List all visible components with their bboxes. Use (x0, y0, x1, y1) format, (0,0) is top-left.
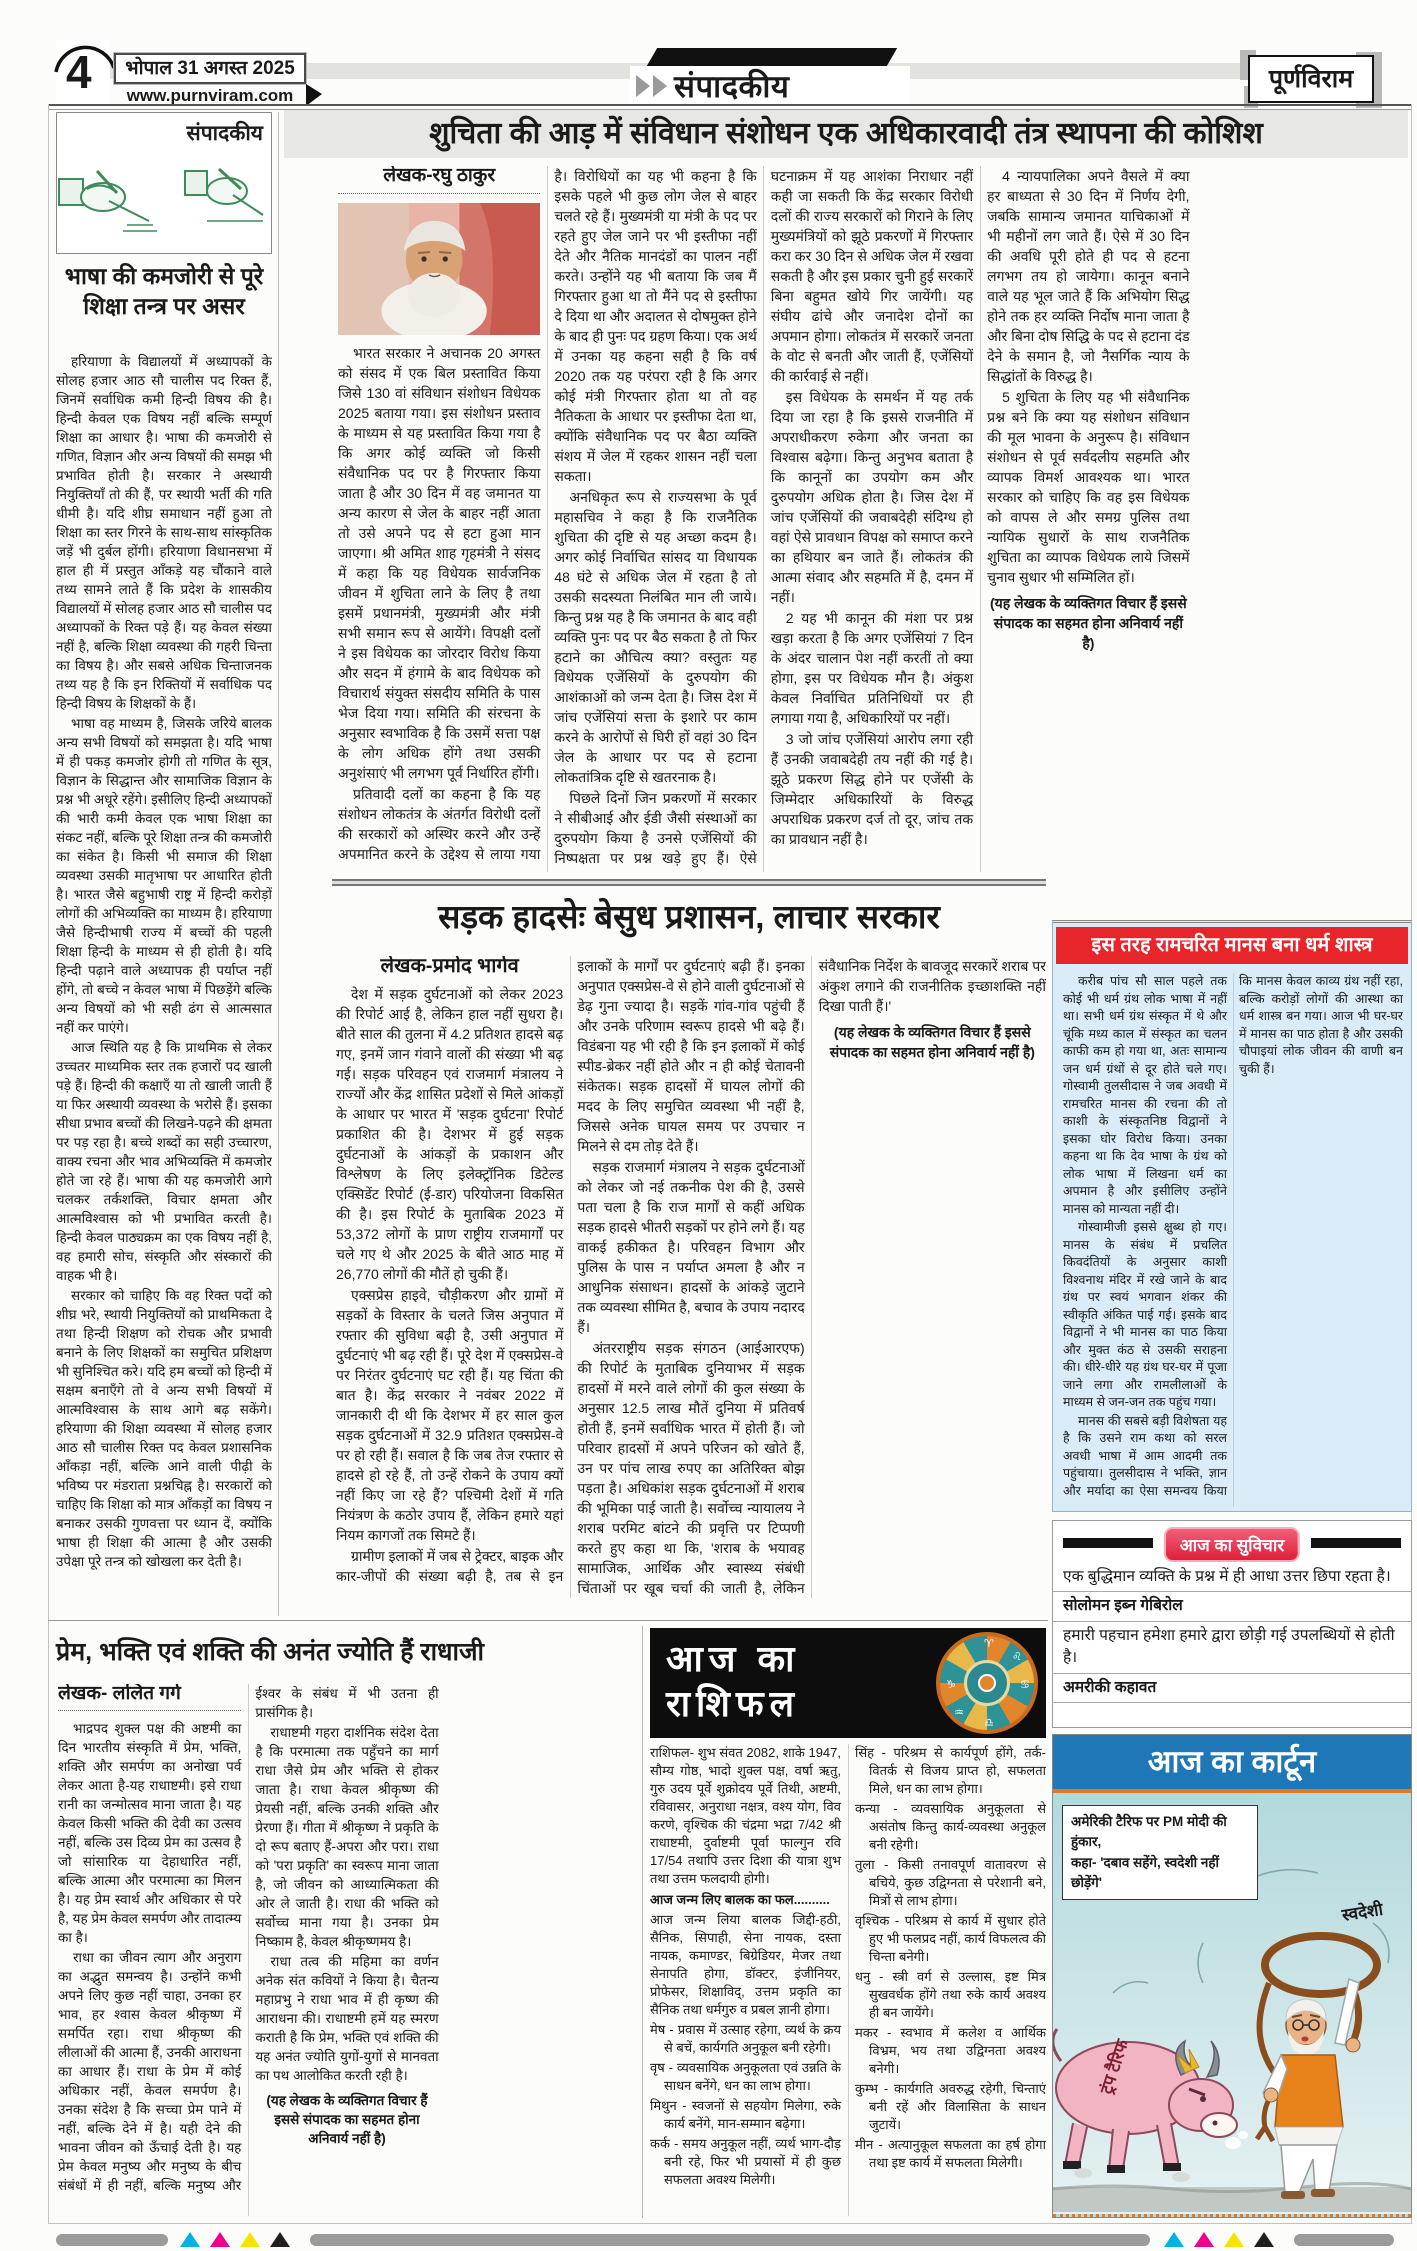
radha-disclaimer: (यह लेखक के व्यक्तिगत विचार हैं इससे संपादक का सहमत होना अनिवार्य नहीं है) (266, 2093, 428, 2146)
column-divider (642, 1626, 643, 2218)
suvichar-box (1052, 1520, 1412, 1728)
registration-bar (1294, 2234, 1394, 2246)
section-separator (332, 879, 1046, 886)
registration-mark-magenta (1194, 2232, 1214, 2247)
cartoon-title: आज का कार्टून (1053, 1735, 1411, 1793)
rashifal-body (650, 1744, 1046, 2216)
zodiac-glyph: ♒ (954, 1707, 964, 1719)
registration-mark-black (1254, 2232, 1274, 2247)
author-photo (338, 203, 540, 335)
suvichar-header (1053, 1521, 1411, 1563)
manas-body: करीब पांच सौ साल पहले तक कोई भी धर्म ग्रंथ लोक भाषा में नहीं था। सभी धर्म ग्रंथ संस्कृत में थे और चूंकि मध्य काल में संस्कृत का चलन काफी कम हो गया था, अतः सामान्य जन धर्म ग्रंथों से दूर होते चले गए। गोस्वामी तुलसीदास ने जब अवधी में रामचरित मानस की रचना की तो काशी के संस्कृतनिष्ठ विद्वानों ने इसका घोर विरोध किया। उनका कहना था कि देव भाषा के ग्रंथ को लोक भाषा में लिखना धर्म का अपमान है और इसीलिए उन्होंने मानस को मान्यता नहीं दी। गोस्वामीजी इससे क्षुब्ध हो गए। मानस के संबंध में प्रचलित किवदंतियों के अनुसार काशी विश्वनाथ मंदिर में रखे जाने के बाद ग्रंथ पर स्वयं भगवान शंकर की स्वीकृति अंकित पाई गई। इसके बाद विद्वानों ने भी मानस का पाठ किया और मुक्त कंठ से उसकी सराहना की। धीरे-धीरे यह ग्रंथ घर-घर में पूजा जाने लगा और रामलीलाओं के माध्यम से जन-जन तक पहुंच गया। मानस की सबसे बड़ी विशेषता यह है कि उसने राम कथा को सरल अवधी भाषा में आम आदमी तक पहुंचाया। तुलसीदास ने भक्ति, ज्ञान और मर्यादा का ऐसा समन्वय किया कि मानस केवल काव्य ग्रंथ नहीं रहा, बल्कि करोड़ों लोगों की आस्था का धर्म शास्त्र बन गया। आज भी घर-घर में मानस का पाठ होता है और उसकी चौपाइयां लोक जीवन की वाणी बन चुकी हैं। (1063, 974, 1403, 1498)
rashifal-title: आज का राशिफल (666, 1638, 801, 1724)
masthead-title: पूर्णविराम (1248, 55, 1374, 103)
zodiac-glyph: ♋ (1020, 1679, 1030, 1691)
radha-byline: लेखक- ललित गर्ग (58, 1684, 241, 1711)
registration-mark-magenta (210, 2232, 230, 2247)
section-rule (48, 1620, 1048, 1621)
cartoon-bull (1053, 2029, 1248, 2182)
lasso-loop (1265, 1936, 1377, 1994)
road-article (336, 956, 1046, 1598)
cartoon-canvas (1053, 1793, 1411, 2217)
date-box: भोपाल 31 अगस्त 2025 (114, 53, 306, 84)
radha-headline: प्रेम, भक्ति एवं शक्ति की अनंत ज्योति हैं राधाजी (56, 1638, 484, 1666)
zodiac-glyph: ♈ (984, 1638, 994, 1650)
road-body: देश में सड़क दुर्घटनाओं को लेकर 2023 की रिपोर्ट आई है, लेकिन हाल नहीं सुधरा है। बीते साल की तुलना में 4.2 प्रतिशत हादसे बढ़ गए, इनमें जान गंवाने वालों की संख्या भी बढ़ गई। सड़क परिवहन एवं राजमार्ग मंत्रालय ने राज्यों और केंद्र शासित प्रदेशों से मिले आंकड़ों के आधार पर भारत में 'सड़क दुर्घटना' रिपोर्ट प्रकाशित की है। देशभर में हुई सड़क दुर्घटनाओं के आंकड़ों के प्रकाशन और विश्लेषण के लिए इलेक्ट्रॉनिक डिटेल्ड एक्सिडेंट रिपोर्ट (ई-डार) परियोजना विकसित की है। इस रिपोर्ट के मुताबिक 2023 में 53,372 लोगों के प्राण राष्ट्रीय राजमार्गों पर चले गए थे और 2025 के बीते आठ माह में 26,770 लोगों की मौतें हो चुकी हैं। एक्सप्रेस हाइवे, चौड़ीकरण और ग्रामों में सड़कों के विस्तार के चलते जिस अनुपात में रफ्तार की सुविधा बढ़ी है, उसी अनुपात में दुर्घटनाएं भी बढ़ रही हैं। पूरे देश में एक्सप्रेस-वे पर निरंतर दुर्घटनाएं घट रही हैं। यह चिंता की बात है। केंद्र सरकार ने नवंबर 2022 में जानकारी दी थी कि देशभर में हर साल कुल सड़क दुर्घटनाओं में 32.9 प्रतिशत एक्सप्रेस-वे पर हो रही हैं। सवाल है कि जब तेज रफ्तार से हादसे हो रहे हैं, तो उन्हें रोकने के उपाय क्यों नहीं किए जा रहे हैं? पश्चिमी देशों में गति नियंत्रण के कठोर उपाय हैं, लेकिन हमारे यहां नियम कागजों तक सिमटे हैं। ग्रामीण इलाकों में जब से ट्रेक्टर, बाइक और कार-जीपों की संख्या बढ़ी है, तब से इन इलाकों के मार्गों पर दुर्घटनाएं बढ़ी हैं। इनका अनुपात एक्सप्रेस-वे से होने वाली दुर्घटनाओं से डेढ़ गुना ज्यादा है। सड़कें गांव-गांव पहुंची हैं और उनके परिणाम स्वरूप हादसे भी बढ़े हैं। विडंबना यह भी रही है कि इन इलाकों में कोई स्पीड-ब्रेकर नहीं होते और न ही कोई चेतावनी संकेतक। सड़क हादसों में घायल लोगों की मदद के लिए समुचित व्यवस्था भी नहीं है, जिससे अनेक घायल समय पर उपचार न मिलने से दम तोड़ देते हैं। सड़क राजमार्ग मंत्रालय ने सड़क दुर्घटनाओं को लेकर जो नई तकनीक पेश की है, उससे पता चला है कि राज मार्गों से कहीं अधिक सड़क हादसे भीतरी सड़कों पर होने लगे हैं। यह वाकई हकीकत है। परिवहन विभाग और पुलिस के पास न पर्याप्त अमला है और न आधुनिक संसाधन। हादसों के आंकड़े जुटाने तक व्यवस्था सीमित है, बचाव के उपाय नदारद हैं। अंतरराष्ट्रीय सड़क संगठन (आईआरएफ) की रिपोर्ट के मुताबिक दुनियाभर में सड़क हादसों में मरने वाले लोगों की कुल संख्या के अनुसार 12.5 लाख मौतें दुनिया में प्रतिवर्ष होती हैं, इनमें सर्वाधिक भारत में होती हैं। जो परिवार हादसों में अपने परिजन को खोते हैं, उन पर पांच लाख रुपए का अतिरिक्त बोझ पड़ता है। अधिकांश सड़क दुर्घटनाओं में शराब की भूमिका पाई जाती है। सर्वोच्च न्यायालय ने शराब परमिट बांटने की प्रवृत्ति पर टिप्पणी करते हुए कहा था कि, 'शराब के भयावह सामाजिक, आर्थिक और स्वास्थ्य संबंधी चिंताओं पर खूब चर्चा की जाती है, लेकिन संवैधानिक निर्देश के बावजूद सरकारें शराब पर अंकुश लगाने की राजनीतिक इच्छाशक्ति नहीं दिखा पाती हैं।' (336, 958, 1046, 1596)
chevron-right-icon (653, 75, 667, 97)
editorial-label: संपादकीय (186, 122, 263, 145)
website-url: www.purnviram.com (126, 86, 294, 105)
editorial-body: हरियाणा के विद्यालयों में अध्यापकों के सोलह हजार आठ सौ चालीस पद रिक्त हैं, जिनमें सर्वाधिक कमी हिन्दी विषय की है। हिन्दी केवल एक विषय नहीं बल्कि सम्पूर्ण शिक्षा का आधार है। भाषा की कमजोरी से गणित, विज्ञान और अन्य विषयों की समझ भी प्रभावित होती है। सरकार ने अस्थायी नियुक्तियाँ तो की हैं, पर स्थायी भर्ती की गति धीमी है। यदि शीघ्र समाधान नहीं हुआ तो शिक्षा का स्तर गिरने के साथ-साथ सांस्कृतिक जड़ें भी दुर्बल होंगी। हरियाणा विधानसभा में हाल ही में प्रस्तुत आँकड़े यह चौंकाने वाले तथ्य सामने लाते हैं कि प्रदेश के शासकीय विद्यालयों में सोलह हजार आठ सौ चालीस पद अध्यापकों के रिक्त पड़े हैं। यह केवल संख्या नहीं है, बल्कि शिक्षा व्यवस्था की गहरी चिन्ता का विषय है। और सबसे अधिक चिन्ताजनक तथ्य यह है कि इन रिक्तियों में सर्वाधिक पद हिन्दी विषय के शिक्षकों के हैं। भाषा वह माध्यम है, जिसके जरिये बालक अन्य सभी विषयों को समझता है। यदि भाषा में ही पकड़ कमजोर होगी तो गणित के सूत्र, विज्ञान के सिद्धान्त और सामाजिक विज्ञान के प्रश्न भी अधूरे रहेंगे। इसीलिए हिन्दी अध्यापकों की भारी कमी केवल एक भाषा शिक्षा का संकट नहीं, बल्कि पूरे शिक्षा तन्त्र की कमजोरी का संकेत है। किसी भी समाज की शिक्षा व्यवस्था उसकी मातृभाषा पर आधारित होती है। भारत जैसे बहुभाषी राष्ट्र में हिन्दी करोड़ों लोगों की अभिव्यक्ति का माध्यम है। हरियाणा जैसे हिन्दीभाषी राज्य में बच्चों की पहली शिक्षा हिन्दी के माध्यम से ही होती है। यदि हिन्दी पढ़ाने वाले अध्यापक ही पर्याप्त नहीं होंगे, तो बच्चे न केवल भाषा में पिछड़ेंगे बल्कि अन्य विषयों को भी सही ढंग से आत्मसात नहीं कर पाएंगे। आज स्थिति यह है कि प्राथमिक से लेकर उच्चतर माध्यमिक स्तर तक हजारों पद खाली पड़े हैं। हिन्दी की कक्षाएँ या तो खाली जाती हैं या फिर अस्थायी व्यवस्था के भरोसे हैं। इसका सीधा प्रभाव बच्चों की लिखने-पढ़ने की क्षमता पर पड़ रहा है। बच्चे शब्दों का सही उच्चारण, वाक्य रचना और भाव अभिव्यक्ति में कमजोर होते जा रहे हैं। भाषा की यह कमजोरी आगे चलकर तर्कशक्ति, विचार क्षमता और आत्मविश्वास को भी प्रभावित करती है। हिन्दी केवल पाठ्यक्रम का एक विषय नहीं है, वह हमारी सोच, संस्कृति और संस्कारों की वाहक भी है। सरकार को चाहिए कि वह रिक्त पदों को शीघ्र भरे, स्थायी नियुक्तियों को प्राथमिकता दे तथा हिन्दी शिक्षण को रोचक और प्रभावी बनाने के लिए शिक्षकों का समुचित प्रशिक्षण भी सुनिश्चित करे। यदि हम बच्चों को हिन्दी में सक्षम बनाएँगे तो वे अन्य सभी विषयों में आत्मविश्वास के साथ आगे बढ़ सकेंगे। हरियाणा की शिक्षा व्यवस्था में सोलह हजार आठ सौ चालीस रिक्त पद केवल प्रशासनिक आँकड़ा नहीं, बल्कि आने वाली पीढ़ी के भविष्य पर मंडराता प्रश्नचिह्न है। सरकारों को चाहिए कि शिक्षा को मात्र आँकड़ों का विषय न बनाकर उसकी गुणवत्ता पर ध्यान दें, क्योंकि भाषा ही शिक्षा की आत्मा है और उसकी उपेक्षा पूरे तन्त्र को खोखला कर देती है। (56, 354, 272, 1569)
zodiac-wheel (936, 1632, 1038, 1734)
writing-hands-icon (57, 141, 271, 251)
manas-article-box (1052, 920, 1412, 1512)
lead-disclaimer: (यह लेखक के व्यक्तिगत विचार हैं इससे संपादक का सहमत होना अनिवार्य नहीं है) (989, 595, 1187, 651)
balak-heading: आज जन्म लिए बालक का फल.......... (650, 1892, 830, 1907)
header-bar (1311, 1538, 1401, 1548)
rope-label: स्वदेशी (1340, 1899, 1385, 1925)
registration-mark-cyan (1164, 2232, 1184, 2247)
zodiac-glyph: ♎ (984, 1717, 994, 1729)
road-byline: लेखक-प्रमोद भार्गव (380, 956, 519, 977)
editorial-headline: भाषा की कमजोरी से पूरे शिक्षा तन्त्र पर असर (64, 263, 264, 319)
radha-article (58, 1684, 636, 2216)
radha-body: भाद्रपद शुक्ल पक्ष की अष्टमी का दिन भारतीय संस्कृति में प्रेम, भक्ति, शक्ति और समर्पण का अनोखा पर्व लेकर आता है-यह राधाष्टमी। इसे राधा रानी का जन्मोत्सव माना जाता है। यह केवल किसी भक्ति की देवी का उत्सव नहीं, बल्कि उस दिव्य प्रेम का उत्सव है जो सांसारिक या देहाधारित नहीं, बल्कि आत्मा और परमात्मा का मिलन है। यह प्रेम स्वार्थ और अधिकार से परे है, यह प्रेम केवल समर्पण और तादात्म्य का है। राधा का जीवन त्याग और अनुराग का अद्भुत समन्वय है। उन्होंने कभी अपने लिए कुछ नहीं चाहा, उनका हर भाव, हर श्वास केवल श्रीकृष्ण में समर्पित रहा। राधा श्रीकृष्ण की लीलाओं की आत्मा हैं, उनकी आराधना का आधार हैं। राधा के प्रेम में कोई अधिकार नहीं, केवल समर्पण है। उनका संदेश है कि सच्चा प्रेम पाने में नहीं, बल्कि देने में है। यही देने की भावना जीवन को ऊँचाई देती है। यह प्रेम केवल मनुष्य और मनुष्य के बीच संबंधों में ही नहीं, बल्कि मनुष्य और ईश्वर के संबंध में भी उतना ही प्रासंगिक है। राधाष्टमी गहरा दार्शनिक संदेश देता है कि परमात्मा तक पहुँचने का मार्ग राधा जैसे प्रेम और भक्ति से होकर जाता है। राधा केवल श्रीकृष्ण की प्रेयसी नहीं, बल्कि उनकी शक्ति और प्रेरणा हैं। गीता में श्रीकृष्ण ने प्रकृति के दो रूप बताए हैं-अपरा और परा। राधा को 'परा प्रकृति' का स्वरूप माना जाता है, जो जीवन को आध्यात्मिकता की ओर ले जाती है। राधा की भक्ति को सर्वोच्च माना गया है। उनका प्रेम निष्काम है, केवल श्रीकृष्णमय है। राधा तत्व की महिमा का वर्णन अनेक संत कवियों ने किया है। चैतन्य महाप्रभु ने राधा भाव में ही कृष्ण की आराधना की। राधाष्टमी हमें यह स्मरण कराती है कि प्रेम, भक्ति एवं शक्ति की यह अनंत ज्योति युगों-युगों से मानवता का पथ आलोकित करती रही है। (58, 1686, 439, 2193)
column-divider (278, 112, 279, 1616)
cartoon-modi (1263, 1979, 1360, 2199)
section-banner-bar (647, 48, 897, 66)
quote-text: एक बुद्धिमान व्यक्ति के प्रश्न में ही आधा उत्तर छिपा रहता है। (1053, 1563, 1411, 1592)
quote-text: हमारी पहचान हमेशा हमारे द्वारा छोड़ी गई उपलब्धियों से होती है। (1053, 1622, 1411, 1674)
zodiac-glyph: ♌ (1012, 1651, 1022, 1663)
zodiac-wheel-center (978, 1674, 996, 1692)
quote-author: सोलोमन इब्न गेबिरोल (1053, 1592, 1411, 1621)
section-banner (630, 66, 910, 106)
rashifal-entries: मेष - प्रवास में उत्साह रहेगा, व्यर्थ के क्रय से बचें, कार्यगति अनुकूल बनी रहेगी। वृष - व्यवसायिक अनुकूलता एवं उन्नति के साधन बनेंगे, धन का लाभ होगा। मिथुन - स्वजनों से सहयोग मिलेगा, रुके कार्य बनेंगे, मान-सम्मान बढ़ेगा। कर्क - समय अनुकूल नहीं, व्यर्थ भाग-दौड़ बनी रहे, फिर भी प्रयासों में ही कुछ सफलता अवश्य मिलेगी। सिंह - परिश्रम से कार्यपूर्ण होंगे, तर्क-वितर्क से विजय प्राप्त हो, सफलता मिले, धन का लाभ होगा। कन्या - व्यवसायिक अनुकूलता से असंतोष किन्तु कार्य-व्यवस्था अनुकूल बनी रहेगी। तुला - किसी तनावपूर्ण वातावरण से बचिये, कुछ उद्विग्नता से परेशानी बने, मित्रों से लाभ होगा। वृश्चिक - परिश्रम से कार्य में सुधार होते हुए भी फलप्रद नहीं, कार्य विफलत्व की चिन्ता बनेगी। धनु - स्त्री वर्ग से उल्लास, इष्ट मित्र सुखवर्धक होंगे तथा रुके कार्य अवश्य ही बन जायेंगे। मकर - स्वभाव में कलेश व आर्थिक विभ्रम, भय तथा उद्विग्नता अवश्य बनेगी। कुम्भ - कार्यगति अवरुद्ध रहेगी, चिन्ताएं बनी रहें और विलासिता के साधन जुटायें। मीन - अत्यानुकूल सफलता का हर्ष होगा तथा इष्ट कार्य में सफलता मिलेगी। (650, 1745, 1046, 2187)
chevron-right-icon (636, 75, 650, 97)
header-bar (1063, 1538, 1153, 1548)
suvichar-title: आज का सुविचार (1164, 1527, 1300, 1562)
cartoon-caption: अमेरिकी टैरिफ पर PM मोदी की हुंकार, कहा- 'दबाव सहेंगे, स्वदेशी नहीं छोड़ेंगे' (1062, 1805, 1258, 1900)
editorial-illustration-box (56, 112, 272, 254)
bull-label: ट्रंप टैरिफ (1096, 2037, 1133, 2097)
road-headline: सड़क हादसेः बेसुध प्रशासन, लाचार सरकार (438, 898, 940, 935)
lead-body: भारत सरकार ने अचानक 20 अगस्त को संसद में एक बिल प्रस्तावित किया जिसे 130 वां संविधान संशोधन विधेयक 2025 बताया गया। इस संशोधन प्रस्ताव के माध्यम से यह प्रस्तावित किया गया है कि अगर कोई व्यक्ति जो किसी संवैधानिक पद पर है गिरफ्तार किया जाता है और 30 दिन में वह जमानत या अन्य कारण से जेल के बाहर नहीं आता तो उसे अपने पद से हटा हुआ मान जाएगा। श्री अमित शाह गृहमंत्री ने संसद में कहा कि यह विधेयक सार्वजनिक जीवन में शुचिता लाने के लिए है तथा इसमें प्रधानमंत्री, मुख्यमंत्री और मंत्री सभी समान रूप से आयेंगे। विपक्षी दलों ने इस विधेयक का जोरदार विरोध किया और सदन में हंगामे के बाद विधेयक को विचारार्थ संयुक्त संसदीय समिति के पास भेज दिया गया। समिति की संरचना के अनुसार स्वभाविक है कि उसमें सत्ता पक्ष के लोग अधिक होंगे तथा उसकी अनुशंसाएं भी लगभग पूर्व निर्धारित होंगी। प्रतिवादी दलों का कहना है कि यह संशोधन लोकतंत्र के अंतर्गत विरोधी दलों की सरकारों को अस्थिर करने और उन्हें अपमानित करने के उद्देश्य से लाया गया है। विरोधियों का यह भी कहना है कि इसके पहले भी कुछ लोग जेल से बाहर चलते रहे हैं। मुख्यमंत्री या मंत्री के पद पर रहते हुए जेल जाने पर भी इस्तीफा नहीं देते और नैतिक मानदंडों का पालन नहीं करते। उन्होंने यह भी बताया कि जब मैं गिरफ्तार हुआ था तो मैंने पद से इस्तीफा दे दिया था और अदालत से दोषमुक्त होने के बाद ही पुनः पद ग्रहण किया। एक अर्थ में उनका यह कहना सही है कि वर्ष 2020 तक यह परंपरा रही है कि अगर कोई मंत्री गिरफ्तार होता था तो वह नैतिकता के आधार पर इस्तीफा देता था, क्योंकि संवैधानिक पद पर बैठा व्यक्ति संशय में जेल में रहकर शासन नहीं चला सकता। अनधिकृत रूप से राज्यसभा के पूर्व महासचिव ने कहा है कि राजनैतिक शुचिता की दृष्टि से यह अच्छा कदम है। अगर कोई निर्वाचित सांसद या विधायक 48 घंटे से अधिक जेल में रहता है तो उसकी सदस्यता निलंबित मान ली जाये। किन्तु प्रश्न यह है कि जमानत के बाद वही व्यक्ति पुनः पद पर बैठ सकता है तो फिर हटाने का औचित्य क्या? वस्तुतः यह विधेयक एजेंसियों के दुरुपयोग की आशंकाओं को जन्म देता है। जिस देश में जांच एजेंसियां सत्ता के इशारे पर काम करने के आरोपों से घिरी हों वहां 30 दिन जेल के आधार पर पद से हटाना लोकतांत्रिक दृष्टि से खतरनाक है। पिछले दिनों जिन प्रकरणों में सरकार ने सीबीआई और ईडी जैसी संस्थाओं का दुरुपयोग किया है उनसे एजेंसियों की निष्पक्षता पर प्रश्न खड़े हुए हैं। ऐसे घटनाक्रम में यह आशंका निराधार नहीं कही जा सकती कि केंद्र सरकार विरोधी दलों की राज्य सरकारों को गिराने के लिए मुख्यमंत्रियों को झूठे प्रकरणों में गिरफ्तार करा कर 30 दिन से अधिक जेल में रखवा सकती है और इस प्रकार चुनी हुई सरकारें बिना बहुमत खोये गिर जायेंगी। यह संघीय ढांचे और जनादेश दोनों का अपमान होगा। लोकतंत्र में सरकारें जनता के वोट से बनती और जाती हैं, एजेंसियों की कार्रवाई से नहीं। इस विधेयक के समर्थन में यह तर्क दिया जा रहा है कि इससे राजनीति में अपराधीकरण रुकेगा और जनता का विश्वास बढ़ेगा। किन्तु अनुभव बताता है कि कानूनों का उपयोग कम और दुरुपयोग अधिक होता है। जिस देश में जांच एजेंसियों की जवाबदेही संदिग्ध हो वहां ऐसे प्रावधान विपक्ष को समाप्त करने का हथियार बन जाते हैं। लोकतंत्र की आत्मा संवाद और सहमति में है, दमन में नहीं। 2 यह भी कानून की मंशा पर प्रश्न खड़ा करता है कि अगर एजेंसियां 7 दिन के अंदर चालान पेश नहीं करतीं तो क्या होगा, इस पर विधेयक मौन है। अंकुश केवल निर्वाचित प्रतिनिधियों पर ही लगाया गया है, अधिकारियों पर नहीं। 3 जो जांच एजेंसियां आरोप लगा रही हैं उनकी जवाबदेही तय नहीं की गई है। झूठे प्रकरण सिद्ध होने पर एजेंसी के जिम्मेदार अधिकारियों के विरुद्ध अपराधिक प्रकरण दर्ज तो दूर, जांच तक का प्रावधान नहीं है। 4 न्यायपालिका अपने वैसले में क्या हर बाध्यता से 30 दिन में निर्णय देगी, जबकि सामान्य जमानत याचिकाओं में भी महीनों लग जाते हैं। ऐसे में 30 दिन की अवधि पूरी होते ही पद से हटना लगभग तय हो जायेगा। कानून बनाने वाले यह भूल जाते हैं कि अभियोग सिद्ध होने तक हर व्यक्ति निर्दोष माना जाता है और बिना दोष सिद्धि के पद से हटाना दंड देने के समान है, जो नैसर्गिक न्याय के सिद्धांतों के विरुद्ध है। 5 शुचिता के लिए यह भी संवैधानिक प्रश्न बने कि क्या यह संशोधन संविधान की मूल भावना के अनुरूप है। संविधान संशोधन से पूर्व सर्वदलीय सहमति और व्यापक विमर्श आवश्यक था। भारत सरकार को चाहिए कि वह इस विधेयक को वापस ले और समग्र पुलिस तथा न्यायिक सुधारों के साथ राजनैतिक शुचिता का व्यापक विधेयक लाये जिसमें चुनाव सुधार भी सम्मिलित हों। (338, 168, 1190, 866)
registration-mark-black (270, 2232, 290, 2247)
page-number: 4 (66, 46, 92, 98)
triangle-icon (306, 84, 322, 106)
section-title: संपादकीय (674, 69, 790, 104)
quote-author: अमरीकी कहावत (1053, 1674, 1411, 1703)
registration-bar (310, 2234, 1150, 2246)
lead-headline: शुचिता की आड़ में संविधान संशोधन एक अधिकारवादी तंत्र स्थापना की कोशिश (284, 110, 1408, 158)
lead-byline: लेखक-रघु ठाकुर (338, 166, 540, 194)
balak-text: आज जन्म लिया बालक जिद्दी-हठी, सैनिक, सिपाही, सेना नायक, दस्ता नायक, कमाण्डर, बिग्रेडियर, मेजर तथा सेनापति होगा, डॉक्टर, इंजीनियर, प्रोफेसर, शिक्षाविद्, उत्तम प्रकृति का सैनिक तथा धर्मगुरु व प्रबल ज्ञानी होगा। (650, 1912, 841, 2017)
panchang-text: राशिफल- शुभ संवत 2082, शाके 1947, सौम्य गोष्ठ, भादो शुक्ल पक्ष, वर्षा ऋतु, गुरु उदय पूर्वे शुक्रोदय पूर्वे तिथी, अष्टमी, रविवासर, अनुराधा नक्षत्र, वश्य योग, विव करणे, वृश्चिक की चंद्रमा भद्रा 7/42 श्री राधाष्टमी, दुर्वाष्टमी पूर्वा फाल्गुन रवि 17/54 तथापि उत्तर दिशा की यात्रा शुभ तथा उत्तम फलदायी होगी। (650, 1745, 841, 1886)
zodiac-glyph: ♑ (946, 1679, 956, 1691)
manas-headline: इस तरह रामचरित मानस बना धर्म शास्त्र (1056, 927, 1408, 964)
registration-mark-yellow (240, 2232, 260, 2247)
cartoon-box (1052, 1734, 1412, 2218)
road-disclaimer: (यह लेखक के व्यक्तिगत विचार हैं इससे संपादक का सहमत होना अनिवार्य नहीं है) (829, 1024, 1035, 1060)
rashifal-title-box (650, 1628, 1046, 1738)
lead-article (338, 166, 1406, 872)
registration-mark-yellow (1224, 2232, 1244, 2247)
registration-bar (56, 2234, 168, 2246)
registration-mark-cyan (180, 2232, 200, 2247)
